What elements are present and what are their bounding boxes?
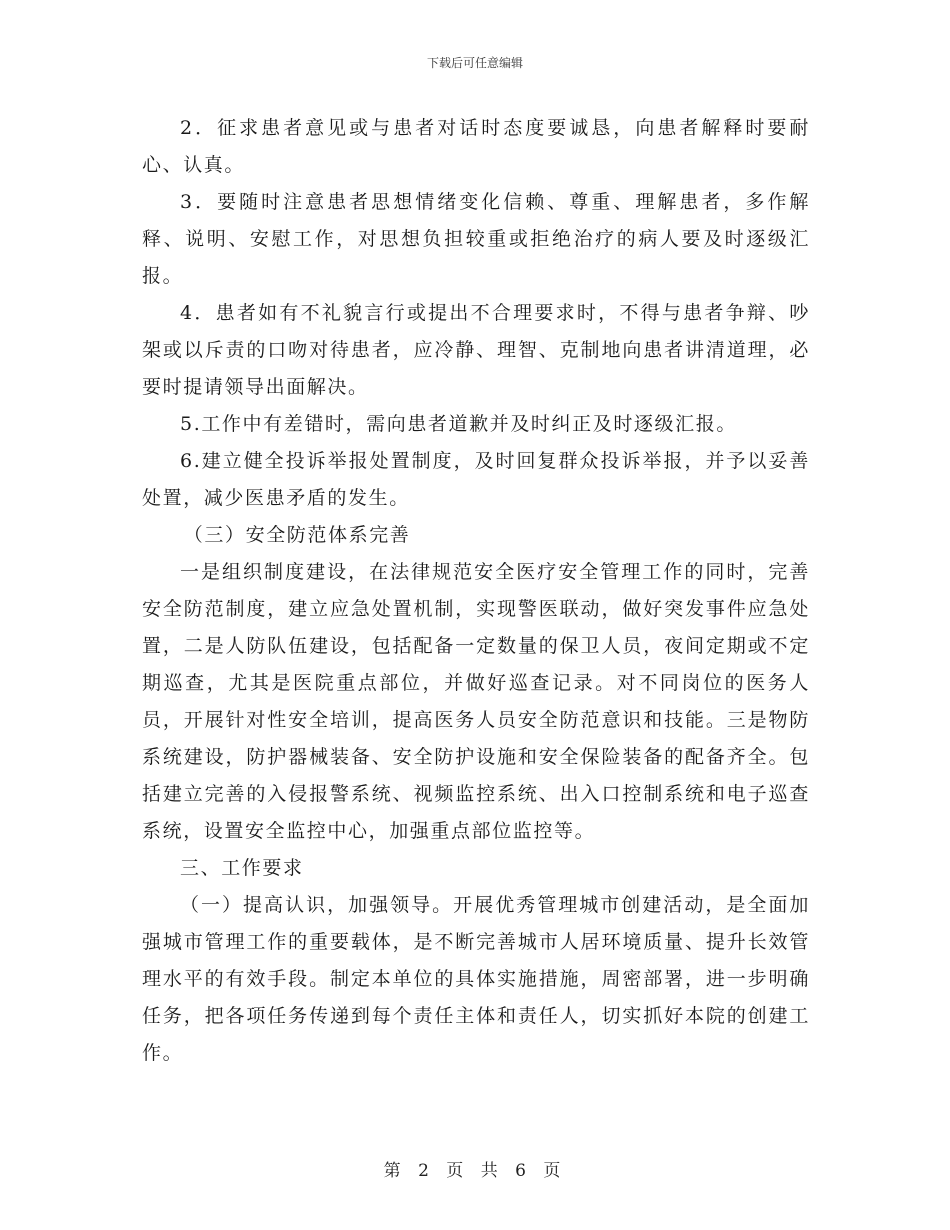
section-heading-safety: （三）安全防范体系完善 <box>183 524 411 546</box>
page-header-note: 下载后可任意编辑 <box>426 56 523 70</box>
paragraph-item-3: 3．要随时注意患者思想情绪变化信赖、尊重、理解患者，多作解释、说明、安慰工作，对思想负担较重或拒绝治疗的病人要及时逐级汇报。 <box>142 191 810 287</box>
paragraph-item-6: 6.建立健全投诉举报处置制度，及时回复群众投诉举报，并予以妥善处置，减少医患矛盾的发生。 <box>142 450 810 509</box>
paragraph-item-2: 2．征求患者意见或与患者对话时态度要诚恳，向患者解释时要耐心、认真。 <box>142 117 810 176</box>
document-body <box>142 110 810 1072</box>
paragraph-requirements-1: （一）提高认识，加强领导。开展优秀管理城市创建活动，是全面加强城市管理工作的重要载体，是不断完善城市人居环境质量、提升长效管理水平的有效手段。制定本单位的具体实施措施，周密部署，进一步明确任务，把各项任务传递到每个责任主体和责任人，切实抓好本院的创建工作。 <box>142 894 810 1064</box>
paragraph-item-5: 5.工作中有差错时，需向患者道歉并及时纠正及时逐级汇报。 <box>180 413 737 435</box>
paragraph-item-4: 4．患者如有不礼貌言行或提出不合理要求时，不得与患者争辩、吵架或以斥责的口吻对待患者，应冷静、理智、克制地向患者讲清道理，必要时提请领导出面解决。 <box>142 302 810 398</box>
section-heading-requirements: 三、工作要求 <box>180 857 304 879</box>
paragraph-safety-system: 一是组织制度建设，在法律规范安全医疗安全管理工作的同时，完善安全防范制度，建立应急处置机制，实现警医联动，做好突发事件应急处置，二是人防队伍建设，包括配备一定数量的保卫人员，夜间定期或不定期巡查，尤其是医院重点部位，并做好巡查记录。对不同岗位的医务人员，开展针对性安全培训，提高医务人员安全防范意识和技能。三是物防系统建设，防护器械装备、安全防护设施和安全保险装备的配备齐全。包括建立完善的入侵报警系统、视频监控系统、出入口控制系统和电子巡查系统，设置安全监控中心，加强重点部位监控等。 <box>142 561 810 842</box>
page-footer-number: 第 2 页 共 6 页 <box>383 1161 567 1181</box>
